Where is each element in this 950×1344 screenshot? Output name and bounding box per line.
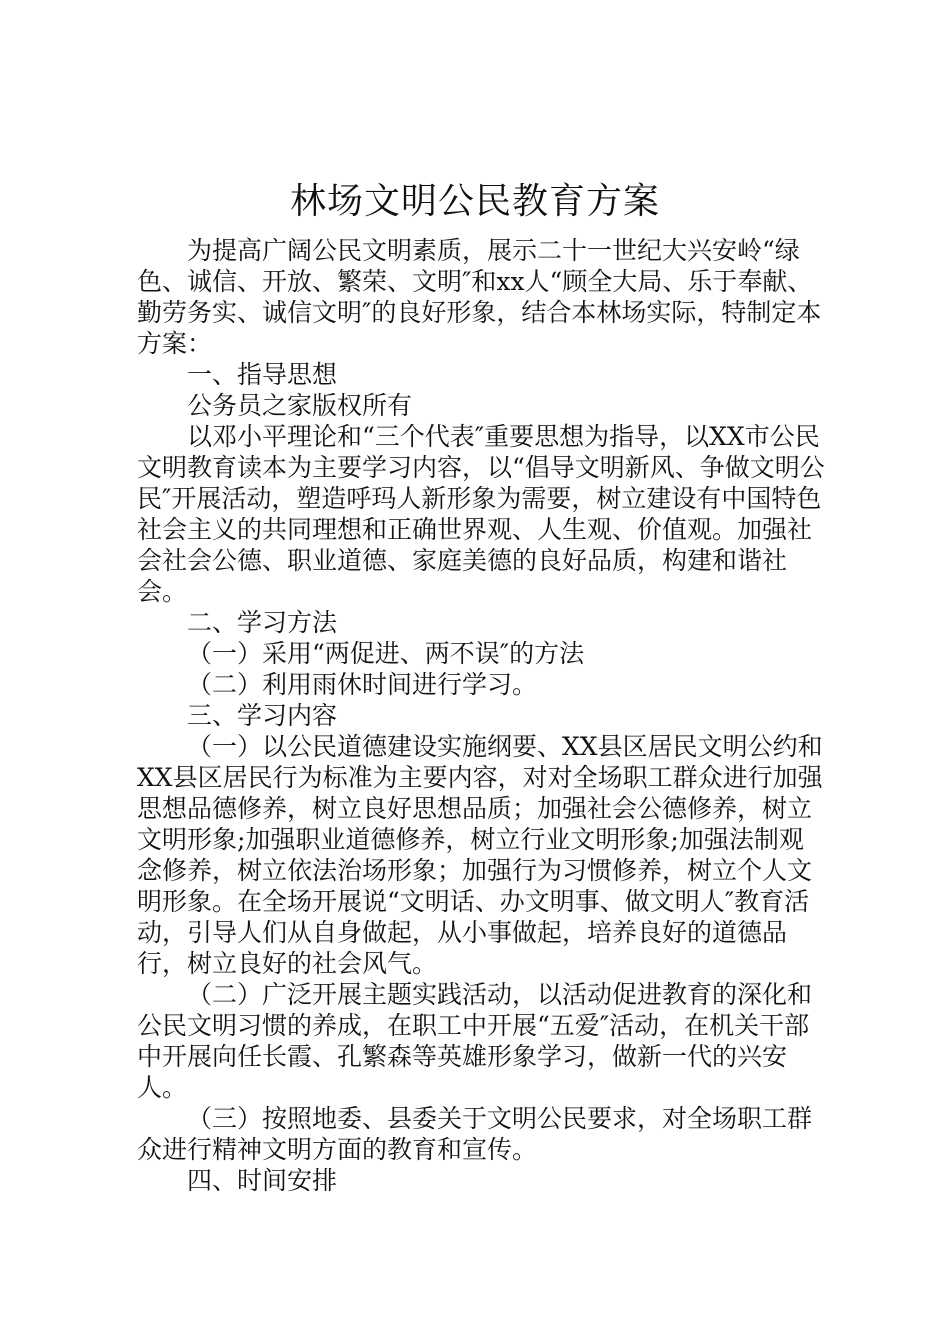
intro-paragraph: 为提高广阔公民文明素质，展示二十一世纪大兴安岭“绿色、诚信、开放、繁荣、文明″和xx人“顾全大局、乐于奉献、勤劳务实、诚信文明″的良好形象，结合本林场实际，特制定本方案： <box>137 236 822 358</box>
study-method-item-2: （二）利用雨休时间进行学习。 <box>187 670 538 699</box>
section-heading-schedule: 四、时间安排 <box>187 1166 338 1195</box>
document-body <box>137 235 827 1196</box>
study-content-item-2: （二）广泛开展主题实践活动，以活动促进教育的深化和公民文明习惯的养成，在职工中开展“五爱″活动，在机关干部中开展向任长霞、孔繁森等英雄形象学习，做新一代的兴安人。 <box>137 980 813 1102</box>
study-content-item-3: （三）按照地委、县委关于文明公民要求，对全场职工群众进行精神文明方面的教育和宣传。 <box>137 1104 813 1164</box>
study-method-item-1: （一）采用“两促进、两不误″的方法 <box>187 639 585 668</box>
section-heading-study-content: 三、学习内容 <box>187 701 338 730</box>
section-heading-guiding-ideology: 一、指导思想 <box>187 360 338 389</box>
guiding-ideology-paragraph: 以邓小平理论和“三个代表″重要思想为指导，以XX市公民文明教育读本为主要学习内容，以“倡导文明新风、争做文明公民″开展活动，塑造呼玛人新形象为需要，树立建设有中国特色社会主义的共同理想和正确世界观、人生观、价值观。加强社会社会公德、职业道德、家庭美德的良好品质，构建和谐社会。 <box>137 422 825 606</box>
copyright-line: 公务员之家版权所有 <box>187 391 413 420</box>
study-content-item-1: （一）以公民道德建设实施纲要、XX县区居民文明公约和XX县区居民行为标准为主要内容，对对全场职工群众进行加强思想品德修养，树立良好思想品质；加强社会公德修养，树立文明形象;加强职业道德修养，树立行业文明形象;加强法制观念修养，树立依法治场形象；加强行为习惯修养，树立个人文明形象。在全场开展说“文明话、办文明事、做文明人″教育活动，引导人们从自身做起，从小事做起，培养良好的道德品行，树立良好的社会风气。 <box>137 732 823 978</box>
section-heading-study-method: 二、学习方法 <box>187 608 338 637</box>
document-title: 林场文明公民教育方案 <box>289 181 660 222</box>
